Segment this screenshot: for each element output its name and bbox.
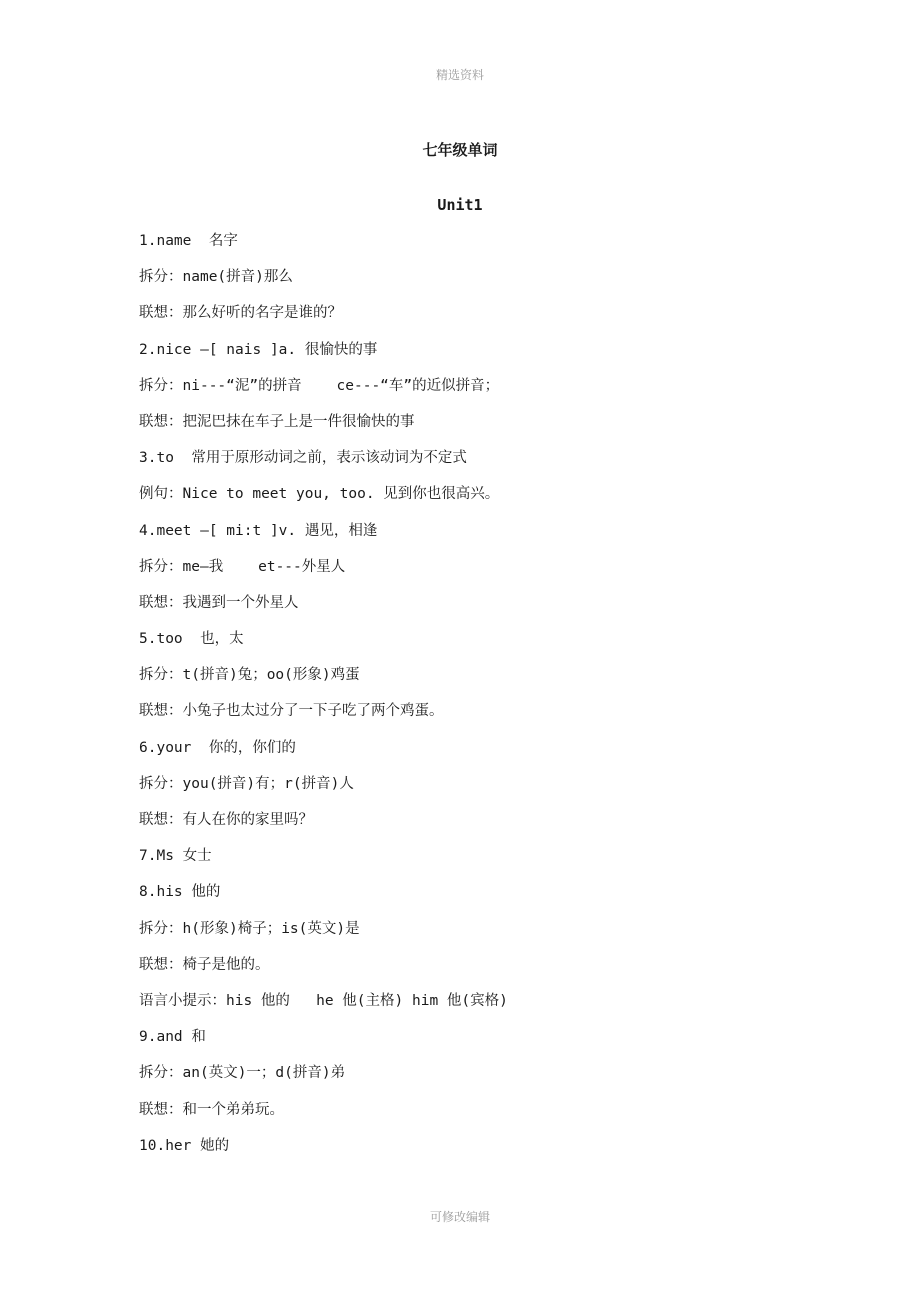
text-line: 拆分：me—我 et---外星人 [139,558,346,575]
text-line: 语言小提示：his 他的 he 他(主格) him 他(宾格) [139,992,508,1009]
text-line: 4.meet —[ mi:t ]v. 遇见，相逢 [139,522,378,539]
text-line: 联想：把泥巴抹在车子上是一件很愉快的事 [139,413,415,430]
text-line: 8.his 他的 [139,884,221,901]
text-line: 5.too 也，太 [139,631,244,648]
document-title: 七年级单词 [422,141,498,159]
text-line: 拆分：t(拼音)兔；oo(形象)鸡蛋 [139,667,360,684]
text-line: 拆分：name(拼音)那么 [139,269,293,286]
text-line: 联想：和一个弟弟玩。 [139,1101,284,1118]
text-line: 联想：椅子是他的。 [139,956,270,973]
text-line: 6.your 你的，你们的 [139,739,296,756]
text-line: 9.and 和 [139,1029,206,1046]
text-line: 联想：有人在你的家里吗？ [139,812,313,828]
page-header: 精选资料 [435,68,484,82]
text-line: 拆分：h(形象)椅子；is(英文)是 [139,920,360,937]
text-line: 联想：那么好听的名字是谁的？ [139,305,342,322]
text-line: 联想：小兔子也太过分了一下子吃了两个鸡蛋。 [139,703,444,720]
text-line: 拆分：ni---“泥”的拼音 ce---“车”的近似拼音； [139,377,500,394]
page-footer: 可修改编辑 [429,1210,490,1224]
unit-heading: Unit1 [437,196,483,214]
text-line: 3.to 常用于原形动词之前，表示该动词为不定式 [139,450,467,467]
text-line: 1.name 名字 [139,233,238,249]
text-line: 例句：Nice to meet you, too. 见到你也很高兴。 [139,486,500,503]
text-line: 拆分：you(拼音)有；r(拼音)人 [139,775,354,792]
text-line: 2.nice —[ nais ]a. 很愉快的事 [139,341,378,358]
text-line: 联想：我遇到一个外星人 [139,594,299,611]
text-line: 拆分：an(英文)一；d(拼音)弟 [139,1065,346,1082]
text-line: 7.Ms 女士 [139,848,212,865]
vocabulary-list [139,229,779,1170]
text-line: 10.her 她的 [139,1137,230,1154]
